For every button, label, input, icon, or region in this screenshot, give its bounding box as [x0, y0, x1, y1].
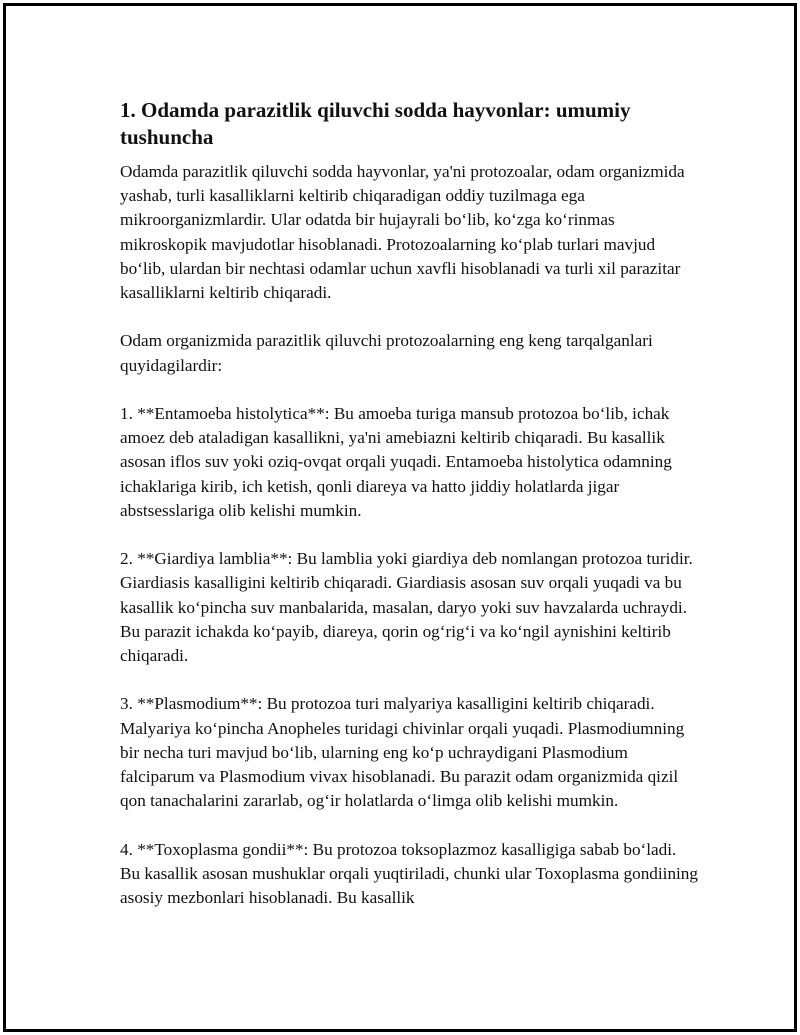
paragraph-intro: Odamda parazitlik qiluvchi sodda hayvonlar, ya'ni protozoalar, odam organizmida yashab, turli kasalliklarni keltirib chiqaradigan oddiy tuzilmaga ega mikroorganizmlardir. Ular odatda bir hujayrali bo‘lib, ko‘zga ko‘rinmas mikroskopik mavjudotlar hisoblanadi. Protozoalarning ko‘plab turlari mavjud bo‘lib, ulardan bir nechtasi odamlar uchun xavfli hisoblanadi va turli xil parazitar kasalliklarni keltirib chiqaradi.: [120, 162, 685, 303]
page-frame: [3, 3, 797, 1032]
paragraph-entamoeba: 1. **Entamoeba histolytica**: Bu amoeba turiga mansub protozoa bo‘lib, ichak amoez deb ataladigan kasallikni, ya'ni amebiazni keltirib chiqaradi. Bu kasallik asosan iflos suv yoki oziq-ovqat orqali yuqadi. Entamoeba histolytica odamning ichaklariga kirib, ich ketish, qonli diareya va hatto jiddiy holatlarda jigar abstsesslariga olib kelishi mumkin.: [120, 404, 672, 520]
paragraph-list-intro: Odam organizmida parazitlik qiluvchi protozoalarning eng keng tarqalganlari quyidagilardir:: [120, 331, 653, 375]
document-body: [120, 97, 700, 934]
paragraph-giardiya: 2. **Giardiya lamblia**: Bu lamblia yoki giardiya deb nomlangan protozoa turidir. Giardiasis kasalligini keltirib chiqaradi. Giardiasis asosan suv orqali yuqadi va bu kasallik ko‘pincha suv manbalarida, masalan, daryo yoki suv havzalarda uchraydi. Bu parazit ichakda ko‘payib, diareya, qorin og‘rig‘i va ko‘ngil aynishini keltirib chiqaradi.: [120, 549, 693, 666]
document-title: 1. Odamda parazitlik qiluvchi sodda hayvonlar: umumiy tushuncha: [120, 98, 631, 149]
paragraph-plasmodium: 3. **Plasmodium**: Bu protozoa turi malyariya kasalligini keltirib chiqaradi. Malyariya ko‘pincha Anopheles turidagi chivinlar orqali yuqadi. Plasmodiumning bir necha turi mavjud bo‘lib, ularning eng ko‘p uchraydigani Plasmodium falciparum va Plasmodium vivax hisoblanadi. Bu parazit odam organizmida qizil qon tanachalarini zararlab, og‘ir holatlarda o‘limga olib kelishi mumkin.: [120, 694, 685, 811]
paragraph-toxoplasma: 4. **Toxoplasma gondii**: Bu protozoa toksoplazmoz kasalligiga sabab bo‘ladi. Bu kasallik asosan mushuklar orqali yuqtiriladi, chunki ular Toxoplasma gondiining asosiy mezbonlari hisoblanadi. Bu kasallik: [120, 839, 698, 908]
